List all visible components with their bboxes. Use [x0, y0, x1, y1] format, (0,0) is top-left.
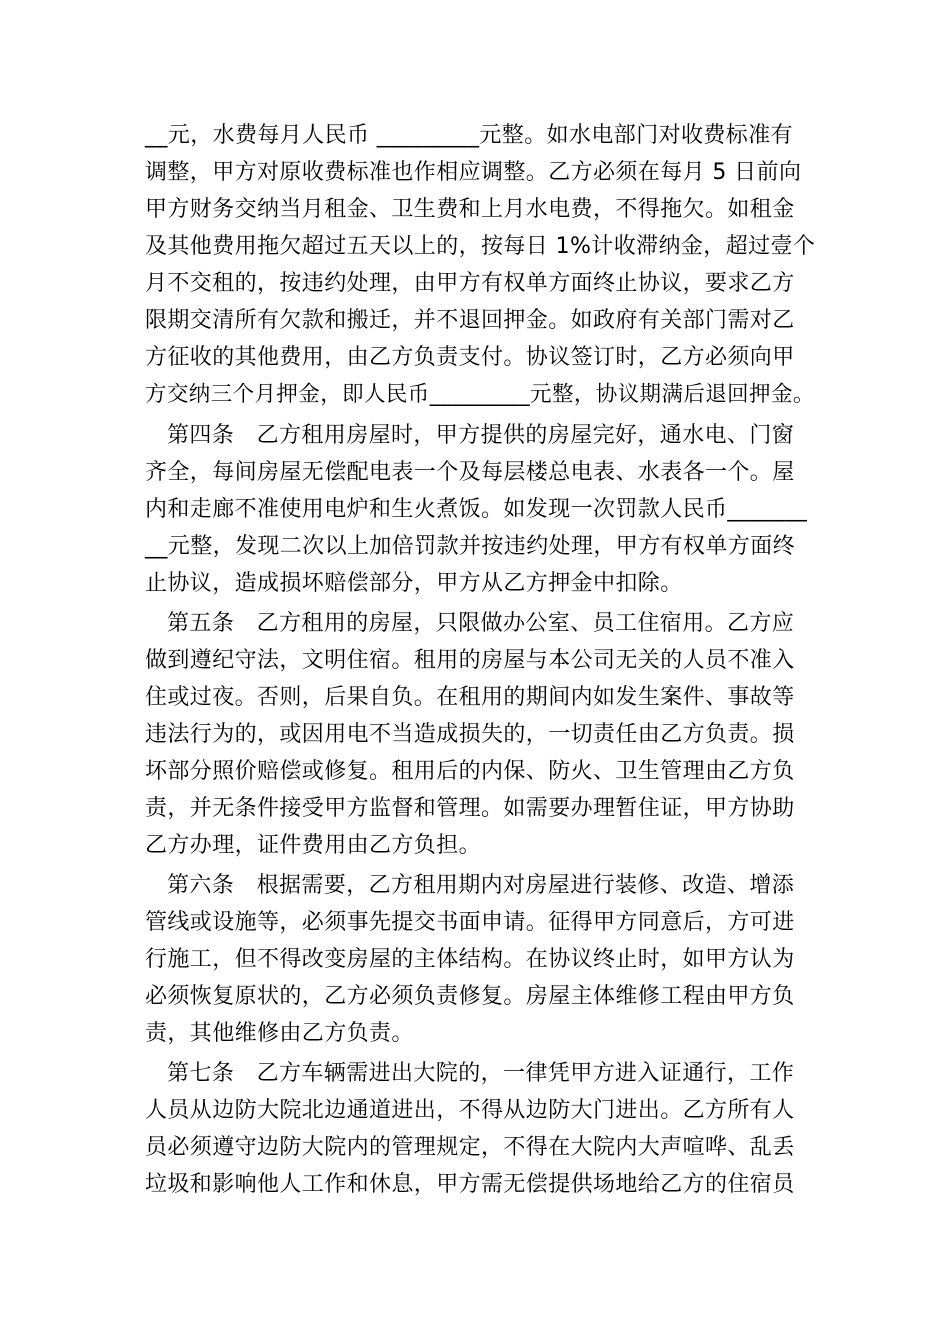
text-line: 止协议，造成损坏赔偿部分，甲方从乙方押金中扣除。 [145, 571, 683, 596]
text-line: 责，其他维修由乙方负责。 [145, 1021, 414, 1046]
text-line: 甲方财务交纳当月租金、卫生费和上月水电费，不得拖欠。如租金 [145, 197, 795, 222]
text-line: 方征收的其他费用，由乙方负责支付。协议签订时，乙方必须向甲 [145, 345, 795, 370]
text-line: 垃圾和影响他人工作和休息，甲方需无偿提供场地给乙方的住宿员 [145, 1172, 795, 1197]
text-line: 人员从边防大院北边通道进出，不得从边防大门进出。乙方所有人 [145, 1098, 795, 1123]
text-line: __元整，发现二次以上加倍罚款并按违约处理，甲方有权单方面终 [145, 534, 796, 559]
article-5-heading-line: 第五条 乙方租用的房屋，只限做办公室、员工住宿用。乙方应 [167, 611, 795, 636]
text-line: 内和走廊不准使用电炉和生火煮饭。如发现一次罚款人民币_______ [145, 497, 808, 522]
article-4-heading-line: 第四条 乙方租用房屋时，甲方提供的房屋完好，通水电、门窗 [167, 423, 795, 448]
article-6-heading-line: 第六条 根据需要，乙方租用期内对房屋进行装修、改造、增添 [167, 873, 795, 898]
text-line: 方交纳三个月押金，即人民币_________元整，协议期满后退回押金。 [145, 382, 815, 407]
text-line: 责，并无条件接受甲方监督和管理。如需要办理暂住证，甲方协助 [145, 796, 795, 821]
text-line: 限期交清所有欠款和搬迁，并不退回押金。如政府有关部门需对乙 [145, 308, 795, 333]
text-line: 坏部分照价赔偿或修复。租用后的内保、防火、卫生管理由乙方负 [145, 759, 795, 784]
text-line: 住或过夜。否则，后果自负。在租用的期间内如发生案件、事故等 [145, 685, 795, 710]
text-line: __元，水费每月人民币 _________元整。如水电部门对收费标准有 [145, 123, 793, 148]
text-line: 及其他费用拖欠超过五天以上的，按每日 1%计收滞纳金，超过壹个 [145, 234, 816, 259]
text-line: 月不交租的，按违约处理，由甲方有权单方面终止协议，要求乙方 [145, 271, 795, 296]
text-line: 员必须遵守边防大院内的管理规定，不得在大院内大声喧哗、乱丢 [145, 1135, 795, 1160]
text-line: 乙方办理，证件费用由乙方负担。 [145, 833, 482, 858]
text-line: 违法行为的，或因用电不当造成损失的，一切责任由乙方负责。损 [145, 722, 795, 747]
text-line: 行施工，但不得改变房屋的主体结构。在协议终止时，如甲方认为 [145, 947, 795, 972]
text-line: 齐全，每间房屋无偿配电表一个及每层楼总电表、水表各一个。屋 [145, 460, 795, 485]
text-line: 调整，甲方对原收费标准也作相应调整。乙方必须在每月 5 日前向 [145, 160, 802, 185]
text-line: 做到遵纪守法，文明住宿。租用的房屋与本公司无关的人员不准入 [145, 648, 795, 673]
text-line: 必须恢复原状的，乙方必须负责修复。房屋主体维修工程由甲方负 [145, 984, 795, 1009]
text-line: 管线或设施等，必须事先提交书面申请。征得甲方同意后，方可进 [145, 910, 795, 935]
article-7-heading-line: 第七条 乙方车辆需进出大院的，一律凭甲方进入证通行，工作 [167, 1061, 795, 1086]
